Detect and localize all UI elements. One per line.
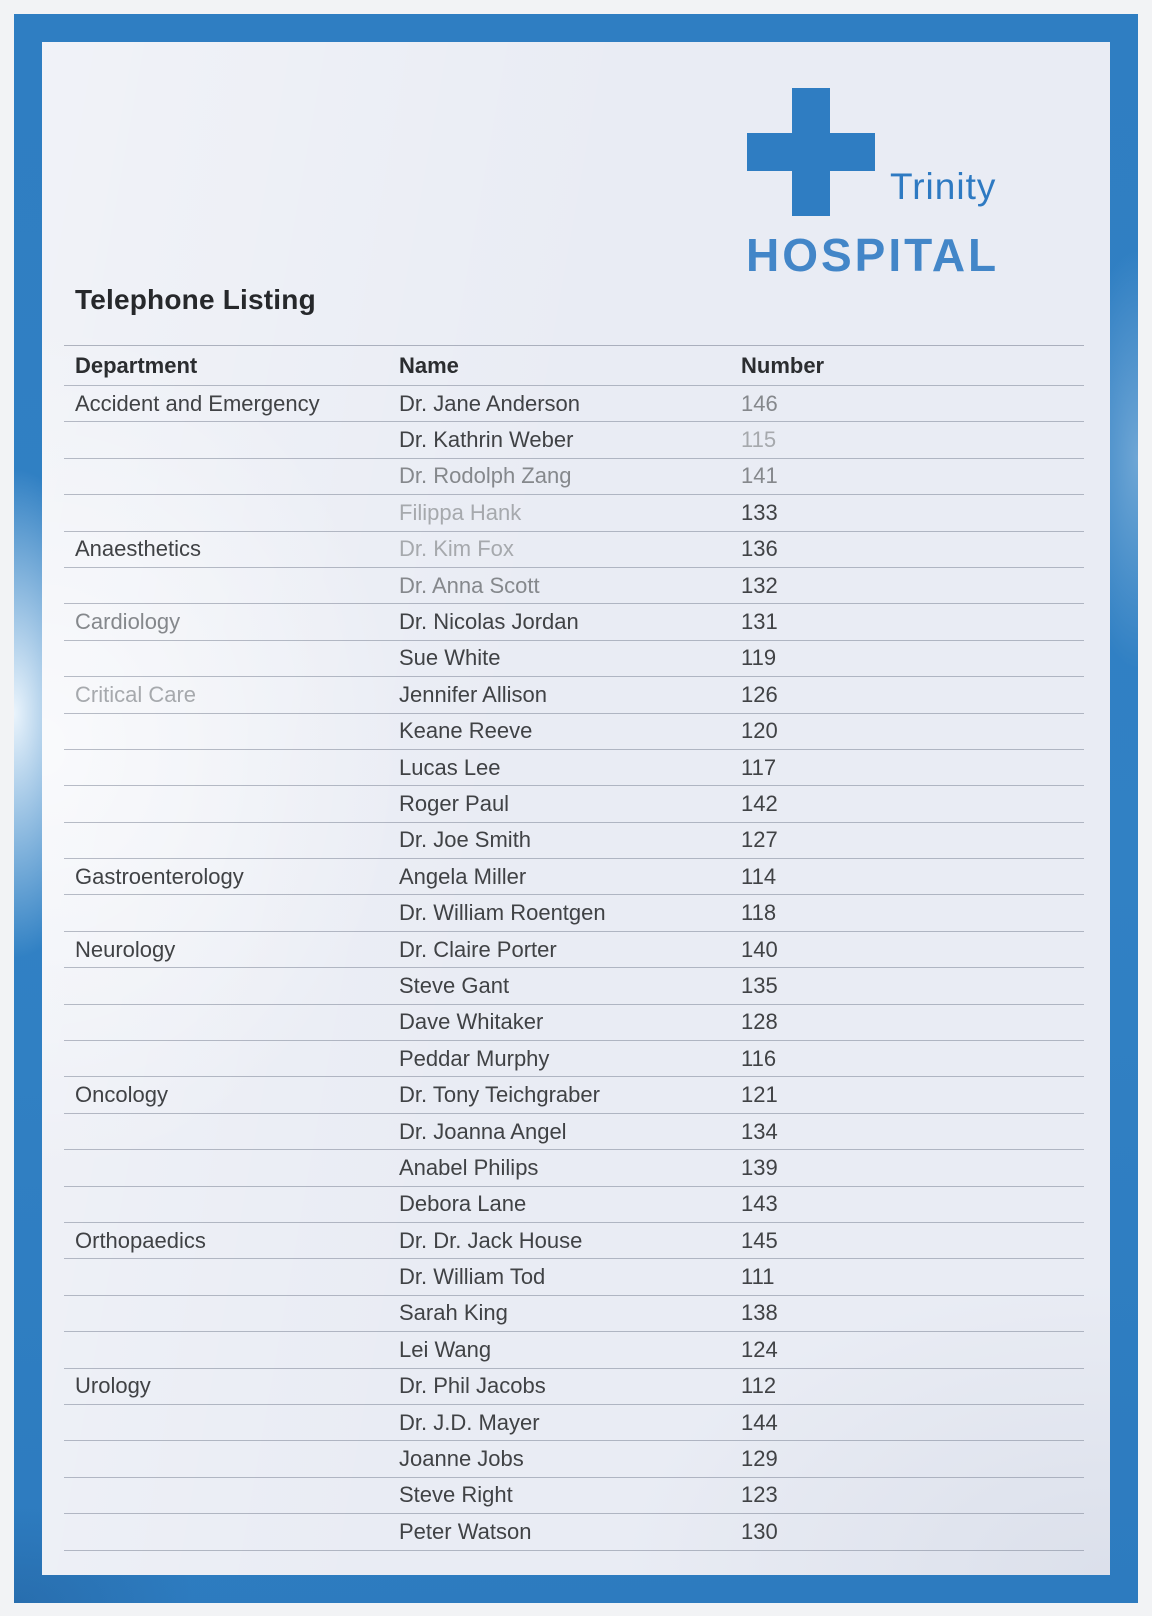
logo-name: Trinity xyxy=(890,166,997,207)
name-cell: Dr. Kim Fox xyxy=(399,536,514,562)
number-cell: 133 xyxy=(741,499,778,525)
name-cell: Peter Watson xyxy=(399,1518,532,1544)
number-cell: 114 xyxy=(741,863,777,889)
name-cell: Peddar Murphy xyxy=(399,1045,550,1071)
number-cell: 131 xyxy=(741,609,778,635)
table-body xyxy=(64,386,1084,1551)
name-cell: Dr. Tony Teichgraber xyxy=(399,1082,600,1108)
number-cell: 128 xyxy=(741,1009,778,1035)
name-cell: Sarah King xyxy=(399,1300,508,1326)
name-cell: Dr. Joanna Angel xyxy=(399,1118,567,1144)
name-cell: Angela Miller xyxy=(399,863,527,889)
table-row xyxy=(64,1332,1084,1368)
number-cell: 138 xyxy=(741,1300,778,1326)
name-cell: Steve Right xyxy=(399,1482,513,1508)
name-cell: Dr. Dr. Jack House xyxy=(399,1227,583,1253)
number-cell: 118 xyxy=(741,900,777,926)
table-row xyxy=(64,1077,1084,1113)
table-row xyxy=(64,1259,1084,1295)
medical-cross-icon xyxy=(747,88,875,216)
name-cell: Roger Paul xyxy=(399,790,510,816)
header-name: Name xyxy=(399,352,459,378)
number-cell: 142 xyxy=(741,790,778,816)
table-row xyxy=(64,386,1084,422)
department-cell: Critical Care xyxy=(75,681,197,707)
number-cell: 139 xyxy=(741,1154,778,1180)
number-cell: 132 xyxy=(741,572,778,598)
number-cell: 135 xyxy=(741,972,778,998)
table-row xyxy=(64,677,1084,713)
number-cell: 129 xyxy=(741,1446,778,1472)
name-cell: Dr. Anna Scott xyxy=(399,572,540,598)
table-row xyxy=(64,1296,1084,1332)
number-cell: 123 xyxy=(741,1482,778,1508)
table-row xyxy=(64,1514,1084,1550)
name-cell: Filippa Hank xyxy=(399,499,522,525)
table-row xyxy=(64,495,1084,531)
number-cell: 144 xyxy=(741,1409,778,1435)
table-row xyxy=(64,1041,1084,1077)
name-cell: Sue White xyxy=(399,645,501,671)
table-row xyxy=(64,859,1084,895)
name-cell: Dr. William Roentgen xyxy=(399,900,606,926)
table-row xyxy=(64,459,1084,495)
name-cell: Dr. Kathrin Weber xyxy=(399,427,574,453)
table-row xyxy=(64,1150,1084,1186)
number-cell: 130 xyxy=(741,1518,778,1544)
hospital-logo xyxy=(742,82,1012,292)
name-cell: Dr. Rodolph Zang xyxy=(399,463,572,489)
name-cell: Anabel Philips xyxy=(399,1154,539,1180)
table-row xyxy=(64,932,1084,968)
table-row xyxy=(64,1478,1084,1514)
table-row xyxy=(64,786,1084,822)
number-cell: 112 xyxy=(741,1373,777,1399)
department-cell: Urology xyxy=(75,1373,151,1399)
name-cell: Joanne Jobs xyxy=(399,1446,524,1472)
table-row xyxy=(64,1114,1084,1150)
table-row xyxy=(64,1223,1084,1259)
name-cell: Jennifer Allison xyxy=(399,681,547,707)
table-row xyxy=(64,1187,1084,1223)
name-cell: Dave Whitaker xyxy=(399,1009,544,1035)
page-frame xyxy=(14,14,1138,1603)
header-number: Number xyxy=(741,352,825,378)
number-cell: 111 xyxy=(741,1264,775,1290)
table-row xyxy=(64,714,1084,750)
number-cell: 126 xyxy=(741,681,778,707)
name-cell: Steve Gant xyxy=(399,972,510,998)
number-cell: 120 xyxy=(741,718,778,744)
number-cell: 117 xyxy=(741,754,777,780)
name-cell: Dr. J.D. Mayer xyxy=(399,1409,540,1435)
table-row xyxy=(64,1441,1084,1477)
department-cell: Orthopaedics xyxy=(75,1227,206,1253)
table-row xyxy=(64,604,1084,640)
table-row xyxy=(64,823,1084,859)
name-cell: Debora Lane xyxy=(399,1191,527,1217)
table-row xyxy=(64,532,1084,568)
department-cell: Gastroenterology xyxy=(75,863,244,889)
number-cell: 136 xyxy=(741,536,778,562)
page-title: Telephone Listing xyxy=(75,284,316,315)
name-cell: Keane Reeve xyxy=(399,718,533,744)
table-row xyxy=(64,895,1084,931)
table-row xyxy=(64,641,1084,677)
name-cell: Lucas Lee xyxy=(399,754,501,780)
logo-subtitle: HOSPITAL xyxy=(746,229,1000,281)
name-cell: Dr. Nicolas Jordan xyxy=(399,609,579,635)
number-cell: 146 xyxy=(741,390,778,416)
table-row xyxy=(64,1005,1084,1041)
department-cell: Cardiology xyxy=(75,609,181,635)
number-cell: 127 xyxy=(741,827,778,853)
table-row xyxy=(64,750,1084,786)
name-cell: Dr. Joe Smith xyxy=(399,827,532,853)
number-cell: 140 xyxy=(741,936,778,962)
number-cell: 115 xyxy=(741,427,777,453)
department-cell: Accident and Emergency xyxy=(75,390,320,416)
name-cell: Dr. Claire Porter xyxy=(399,936,557,962)
name-cell: Dr. Phil Jacobs xyxy=(399,1373,546,1399)
table-row xyxy=(64,568,1084,604)
number-cell: 141 xyxy=(741,463,778,489)
number-cell: 119 xyxy=(741,645,777,671)
table-row xyxy=(64,1405,1084,1441)
content-panel xyxy=(42,42,1110,1575)
number-cell: 134 xyxy=(741,1118,778,1144)
department-cell: Anaesthetics xyxy=(75,536,201,562)
number-cell: 145 xyxy=(741,1227,778,1253)
department-cell: Neurology xyxy=(75,936,176,962)
number-cell: 124 xyxy=(741,1336,778,1362)
name-cell: Lei Wang xyxy=(399,1336,492,1362)
table-row xyxy=(64,1369,1084,1405)
number-cell: 143 xyxy=(741,1191,778,1217)
name-cell: Dr. William Tod xyxy=(399,1264,546,1290)
name-cell: Dr. Jane Anderson xyxy=(399,390,581,416)
department-cell: Oncology xyxy=(75,1082,168,1108)
table-row xyxy=(64,422,1084,458)
table-header-row xyxy=(64,346,1084,386)
header-department: Department xyxy=(75,352,198,378)
cross-horizontal-bar xyxy=(747,133,875,171)
table-row xyxy=(64,968,1084,1004)
number-cell: 121 xyxy=(741,1082,778,1108)
phone-table xyxy=(64,345,1084,1551)
number-cell: 116 xyxy=(741,1045,777,1071)
